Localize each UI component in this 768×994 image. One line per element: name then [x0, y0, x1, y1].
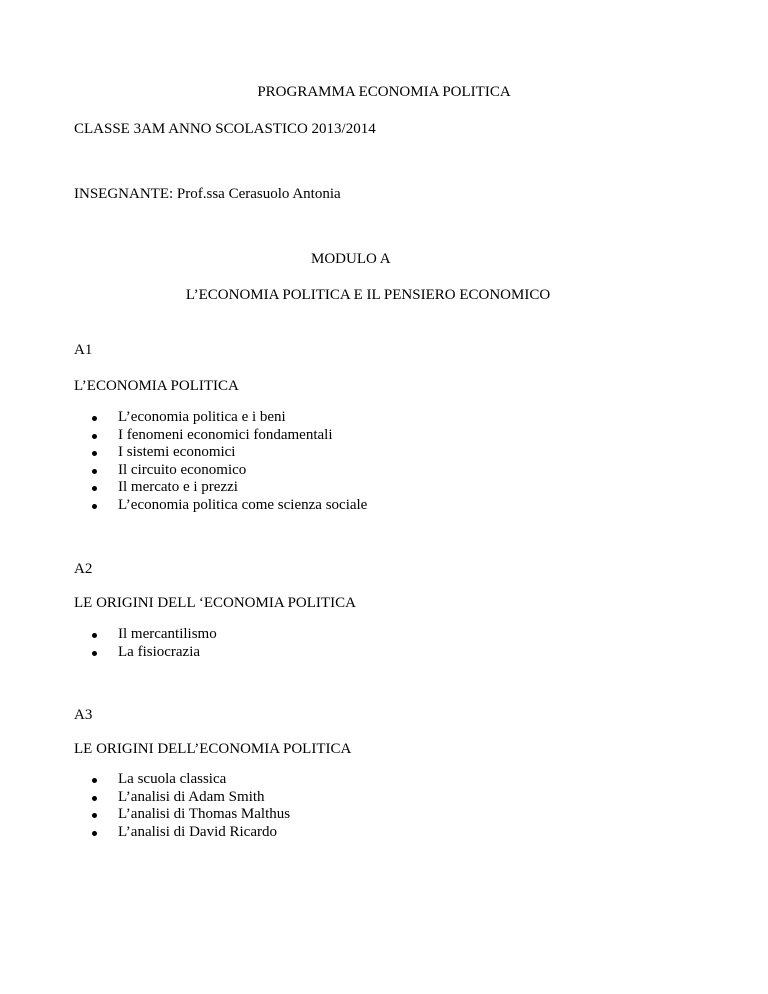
- section-code-a1: A1: [74, 342, 93, 358]
- bullet-icon: [92, 813, 97, 818]
- document-title: PROGRAMMA ECONOMIA POLITICA: [257, 84, 511, 100]
- section-list-a3: [92, 771, 290, 841]
- section-title-a1: L’ECONOMIA POLITICA: [74, 378, 239, 394]
- section-code-a2: A2: [74, 561, 93, 577]
- bullet-icon: [92, 469, 97, 474]
- list-item: L’economia politica e i beni: [92, 409, 367, 427]
- list-item: La scuola classica: [92, 771, 290, 789]
- list-item: L’economia politica come scienza sociale: [92, 497, 367, 515]
- module-label: MODULO A: [311, 251, 391, 267]
- list-item: I sistemi economici: [92, 444, 367, 462]
- list-item: L’analisi di Adam Smith: [92, 789, 290, 807]
- section-list-a1: [92, 409, 367, 514]
- bullet-icon: [92, 504, 97, 509]
- section-code-a3: A3: [74, 707, 93, 723]
- section-list-a2: [92, 626, 217, 661]
- bullet-icon: [92, 486, 97, 491]
- section-title-a2: LE ORIGINI DELL ‘ECONOMIA POLITICA: [74, 595, 356, 611]
- bullet-icon: [92, 633, 97, 638]
- list-item: Il circuito economico: [92, 462, 367, 480]
- module-title: L’ECONOMIA POLITICA E IL PENSIERO ECONOMICO: [185, 287, 551, 303]
- teacher-line: INSEGNANTE: Prof.ssa Cerasuolo Antonia: [74, 186, 341, 202]
- list-item: Il mercantilismo: [92, 626, 217, 644]
- bullet-icon: [92, 778, 97, 783]
- bullet-icon: [92, 651, 97, 656]
- list-item: La fisiocrazia: [92, 644, 217, 662]
- list-item: L’analisi di Thomas Malthus: [92, 806, 290, 824]
- bullet-icon: [92, 416, 97, 421]
- bullet-icon: [92, 796, 97, 801]
- bullet-icon: [92, 434, 97, 439]
- section-title-a3: LE ORIGINI DELL’ECONOMIA POLITICA: [74, 741, 352, 757]
- class-year-line: CLASSE 3AM ANNO SCOLASTICO 2013/2014: [74, 121, 376, 137]
- list-item: L’analisi di David Ricardo: [92, 824, 290, 842]
- list-item: Il mercato e i prezzi: [92, 479, 367, 497]
- bullet-icon: [92, 451, 97, 456]
- bullet-icon: [92, 831, 97, 836]
- list-item: I fenomeni economici fondamentali: [92, 427, 367, 445]
